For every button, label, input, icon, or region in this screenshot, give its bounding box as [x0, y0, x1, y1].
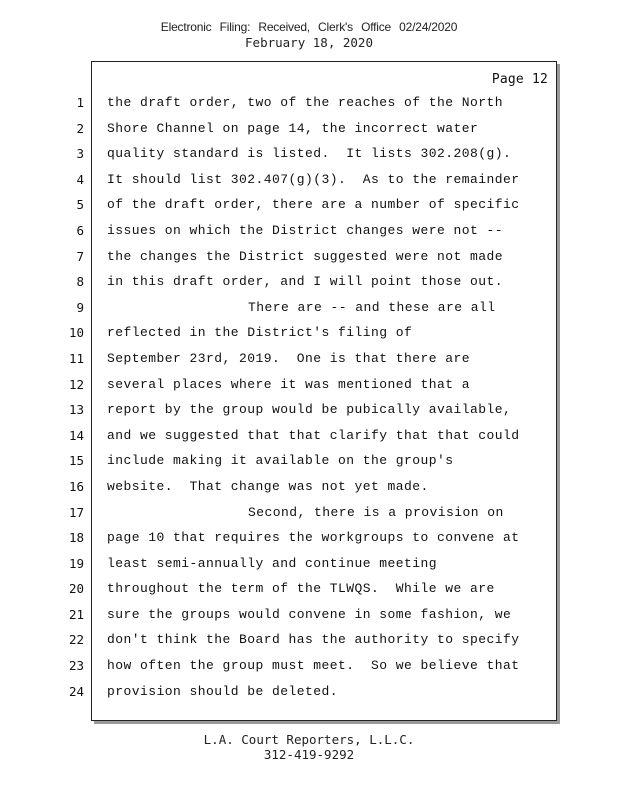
transcript-line: It should list 302.407(g)(3). As to the remainder	[107, 171, 520, 187]
line-number: 8	[76, 274, 84, 290]
line-number: 5	[76, 197, 84, 213]
line-number: 15	[68, 453, 84, 469]
line-number: 19	[68, 555, 84, 571]
transcript-line: There are -- and these are all	[248, 299, 496, 315]
line-number: 18	[68, 530, 84, 546]
line-number: 13	[68, 402, 84, 418]
line-number: 12	[68, 376, 84, 392]
hearing-date: February 18, 2020	[245, 35, 373, 50]
line-number: 3	[76, 146, 84, 162]
court-reporter-phone: 312-419-9292	[263, 747, 355, 762]
transcript-line: issues on which the District changes were not --	[107, 222, 504, 238]
transcript-line: and we suggested that that clarify that that could	[107, 427, 520, 443]
transcript-line: several places where it was mentioned that a	[107, 376, 471, 392]
line-number: 16	[68, 478, 84, 494]
line-number: 14	[68, 427, 84, 443]
transcript-line: the changes the District suggested were not made	[107, 248, 504, 264]
line-number: 7	[76, 248, 84, 264]
transcript-line: reflected in the District's filing of	[107, 325, 413, 341]
line-number: 4	[76, 171, 84, 187]
line-number: 17	[68, 504, 84, 520]
line-number: 10	[68, 325, 84, 341]
transcript-line: report by the group would be pubically available,	[107, 402, 512, 418]
line-number: 21	[68, 606, 84, 622]
line-number: 1	[76, 95, 84, 110]
line-number: 22	[68, 632, 84, 648]
transcript-line: of the draft order, there are a number of specific	[107, 197, 520, 213]
transcript-line: September 23rd, 2019. One is that there are	[107, 350, 471, 366]
transcript-line: provision should be deleted.	[107, 683, 339, 699]
line-number: 9	[76, 299, 84, 315]
filing-stamp: Electronic Filing: Received, Clerk's Office 02/24/2020	[160, 20, 458, 34]
line-number: 23	[68, 658, 84, 674]
transcript-line: include making it available on the group's	[107, 453, 454, 469]
court-reporter-name: L.A. Court Reporters, L.L.C.	[203, 732, 415, 747]
line-number: 11	[68, 350, 84, 366]
line-number: 20	[68, 581, 84, 597]
transcript-line: least semi-annually and continue meeting	[107, 555, 438, 571]
transcript-line: how often the group must meet. So we believe that	[107, 658, 520, 674]
line-number: 2	[76, 120, 84, 136]
line-number: 24	[68, 683, 84, 699]
transcript-line: in this draft order, and I will point those out.	[107, 274, 504, 290]
transcript-line: don't think the Board has the authority to specify	[107, 632, 520, 648]
line-number: 6	[76, 222, 84, 238]
transcript-body	[107, 93, 547, 707]
transcript-line: Second, there is a provision on	[248, 504, 504, 520]
transcript-line: Shore Channel on page 14, the incorrect water	[107, 120, 479, 136]
transcript-line: website. That change was not yet made.	[107, 478, 429, 494]
page-number: Page 12	[491, 72, 548, 87]
transcript-line: throughout the term of the TLWQS. While we are	[107, 581, 495, 597]
transcript-line: sure the groups would convene in some fashion, we	[107, 606, 512, 622]
transcript-line: page 10 that requires the workgroups to convene at	[107, 530, 520, 546]
transcript-line: quality standard is listed. It lists 302.208(g).	[107, 146, 512, 162]
line-number-column	[60, 93, 84, 707]
transcript-line: the draft order, two of the reaches of the North	[107, 95, 504, 110]
